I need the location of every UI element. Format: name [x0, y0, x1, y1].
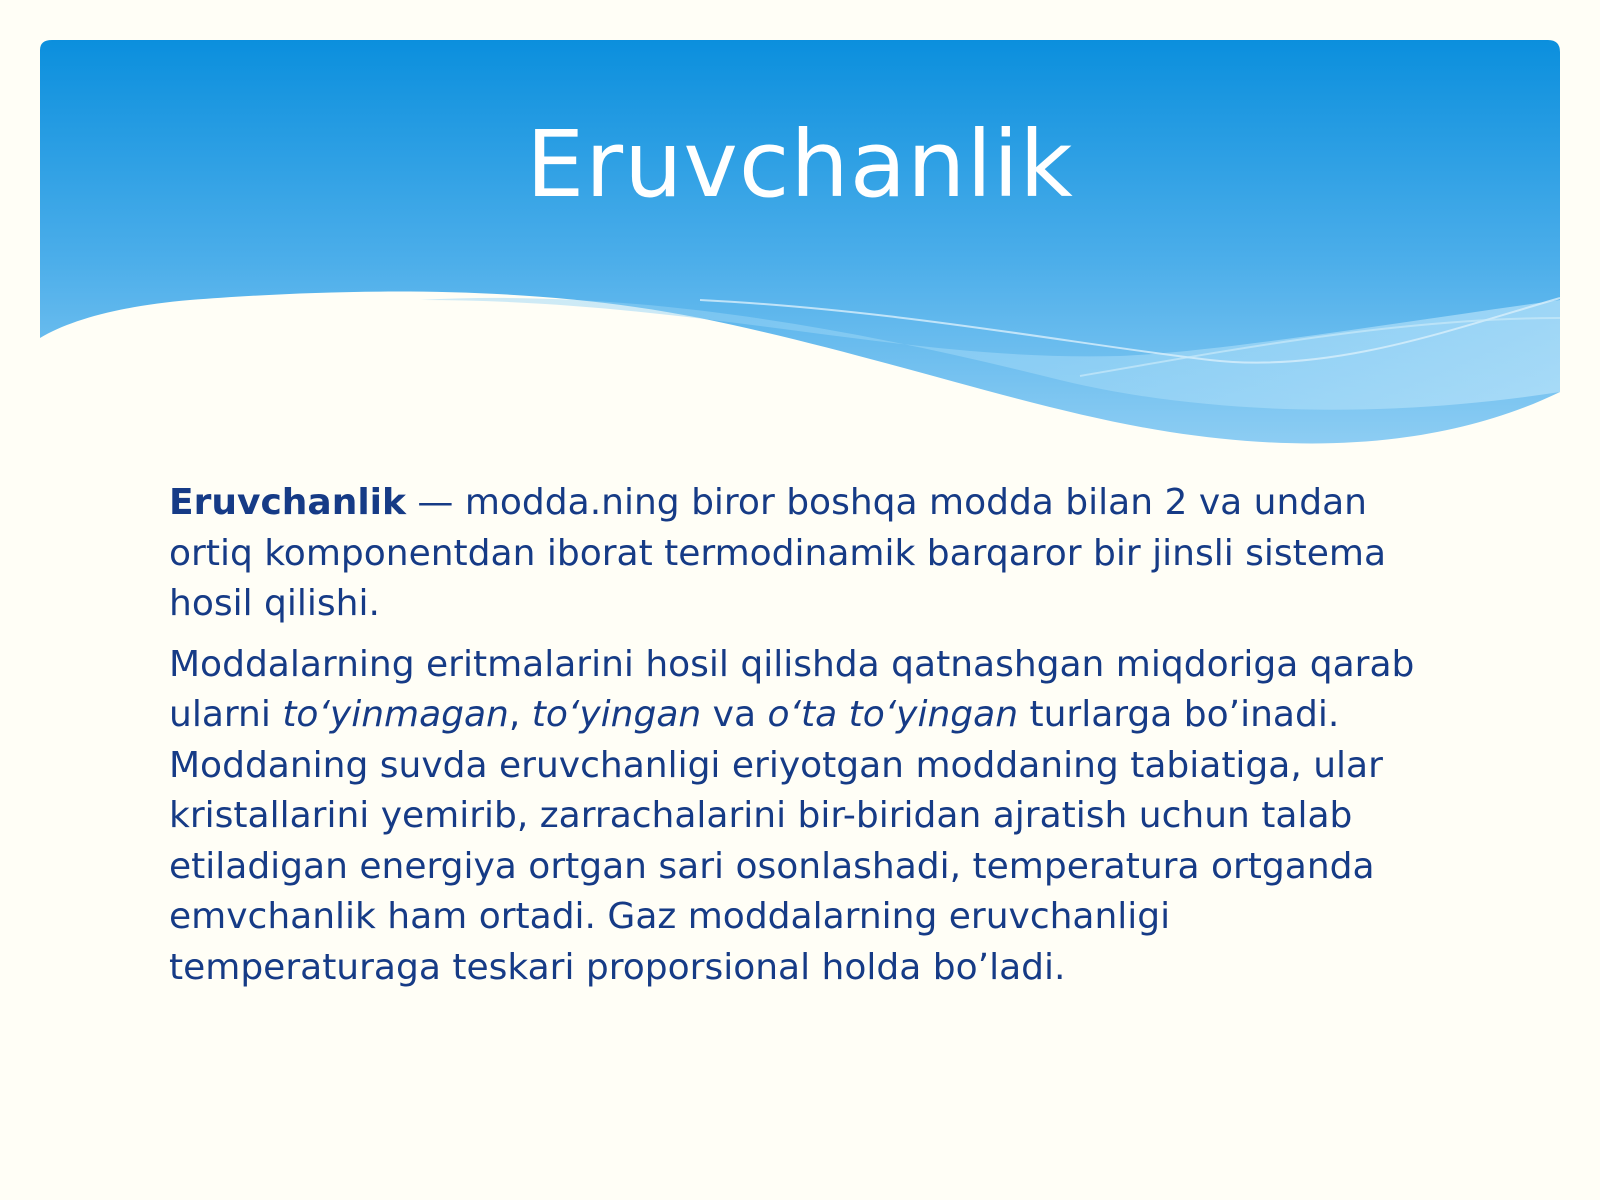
term-saturated: to‘yingan — [531, 694, 702, 735]
definition-text: — modda.ning biror boshqa modda bilan 2 va undan ortiq komponentdan iborat termodinamik barqaror bir jinsli sistema hosil qilishi. — [169, 482, 1387, 624]
explanation-text-a: Moddalarning eritmalarini hosil qilishda qatnashgan miqdoriga qarab ularni — [169, 643, 1415, 735]
slide-body — [169, 478, 1419, 993]
defined-term: Eruvchanlik — [169, 482, 406, 523]
term-unsaturated: to‘yinmagan — [282, 694, 509, 735]
explanation-paragraph — [169, 640, 1419, 994]
term-supersaturated: o‘ta to‘yingan — [767, 694, 1019, 735]
explanation-text-d: turlarga bo’inadi. Moddaning suvda eruvchanligi eriyotgan moddaning tabiatiga, ular kristallarini yemirib, zarrachalarini bir-biridan ajratish uchun talab etiladigan energiya ortgan sari osonlashadi, temperatura ortganda emvchanlik ham ortadi. Gaz moddalarning eruvchanligi temperaturaga teskari proporsional holda bo’ladi. — [169, 694, 1383, 988]
explanation-text-c: va — [701, 694, 768, 735]
slide-title: Eruvchanlik — [526, 111, 1074, 218]
explanation-text-b: , — [508, 694, 532, 735]
definition-paragraph — [169, 478, 1419, 630]
header-wave-banner — [0, 0, 1600, 460]
